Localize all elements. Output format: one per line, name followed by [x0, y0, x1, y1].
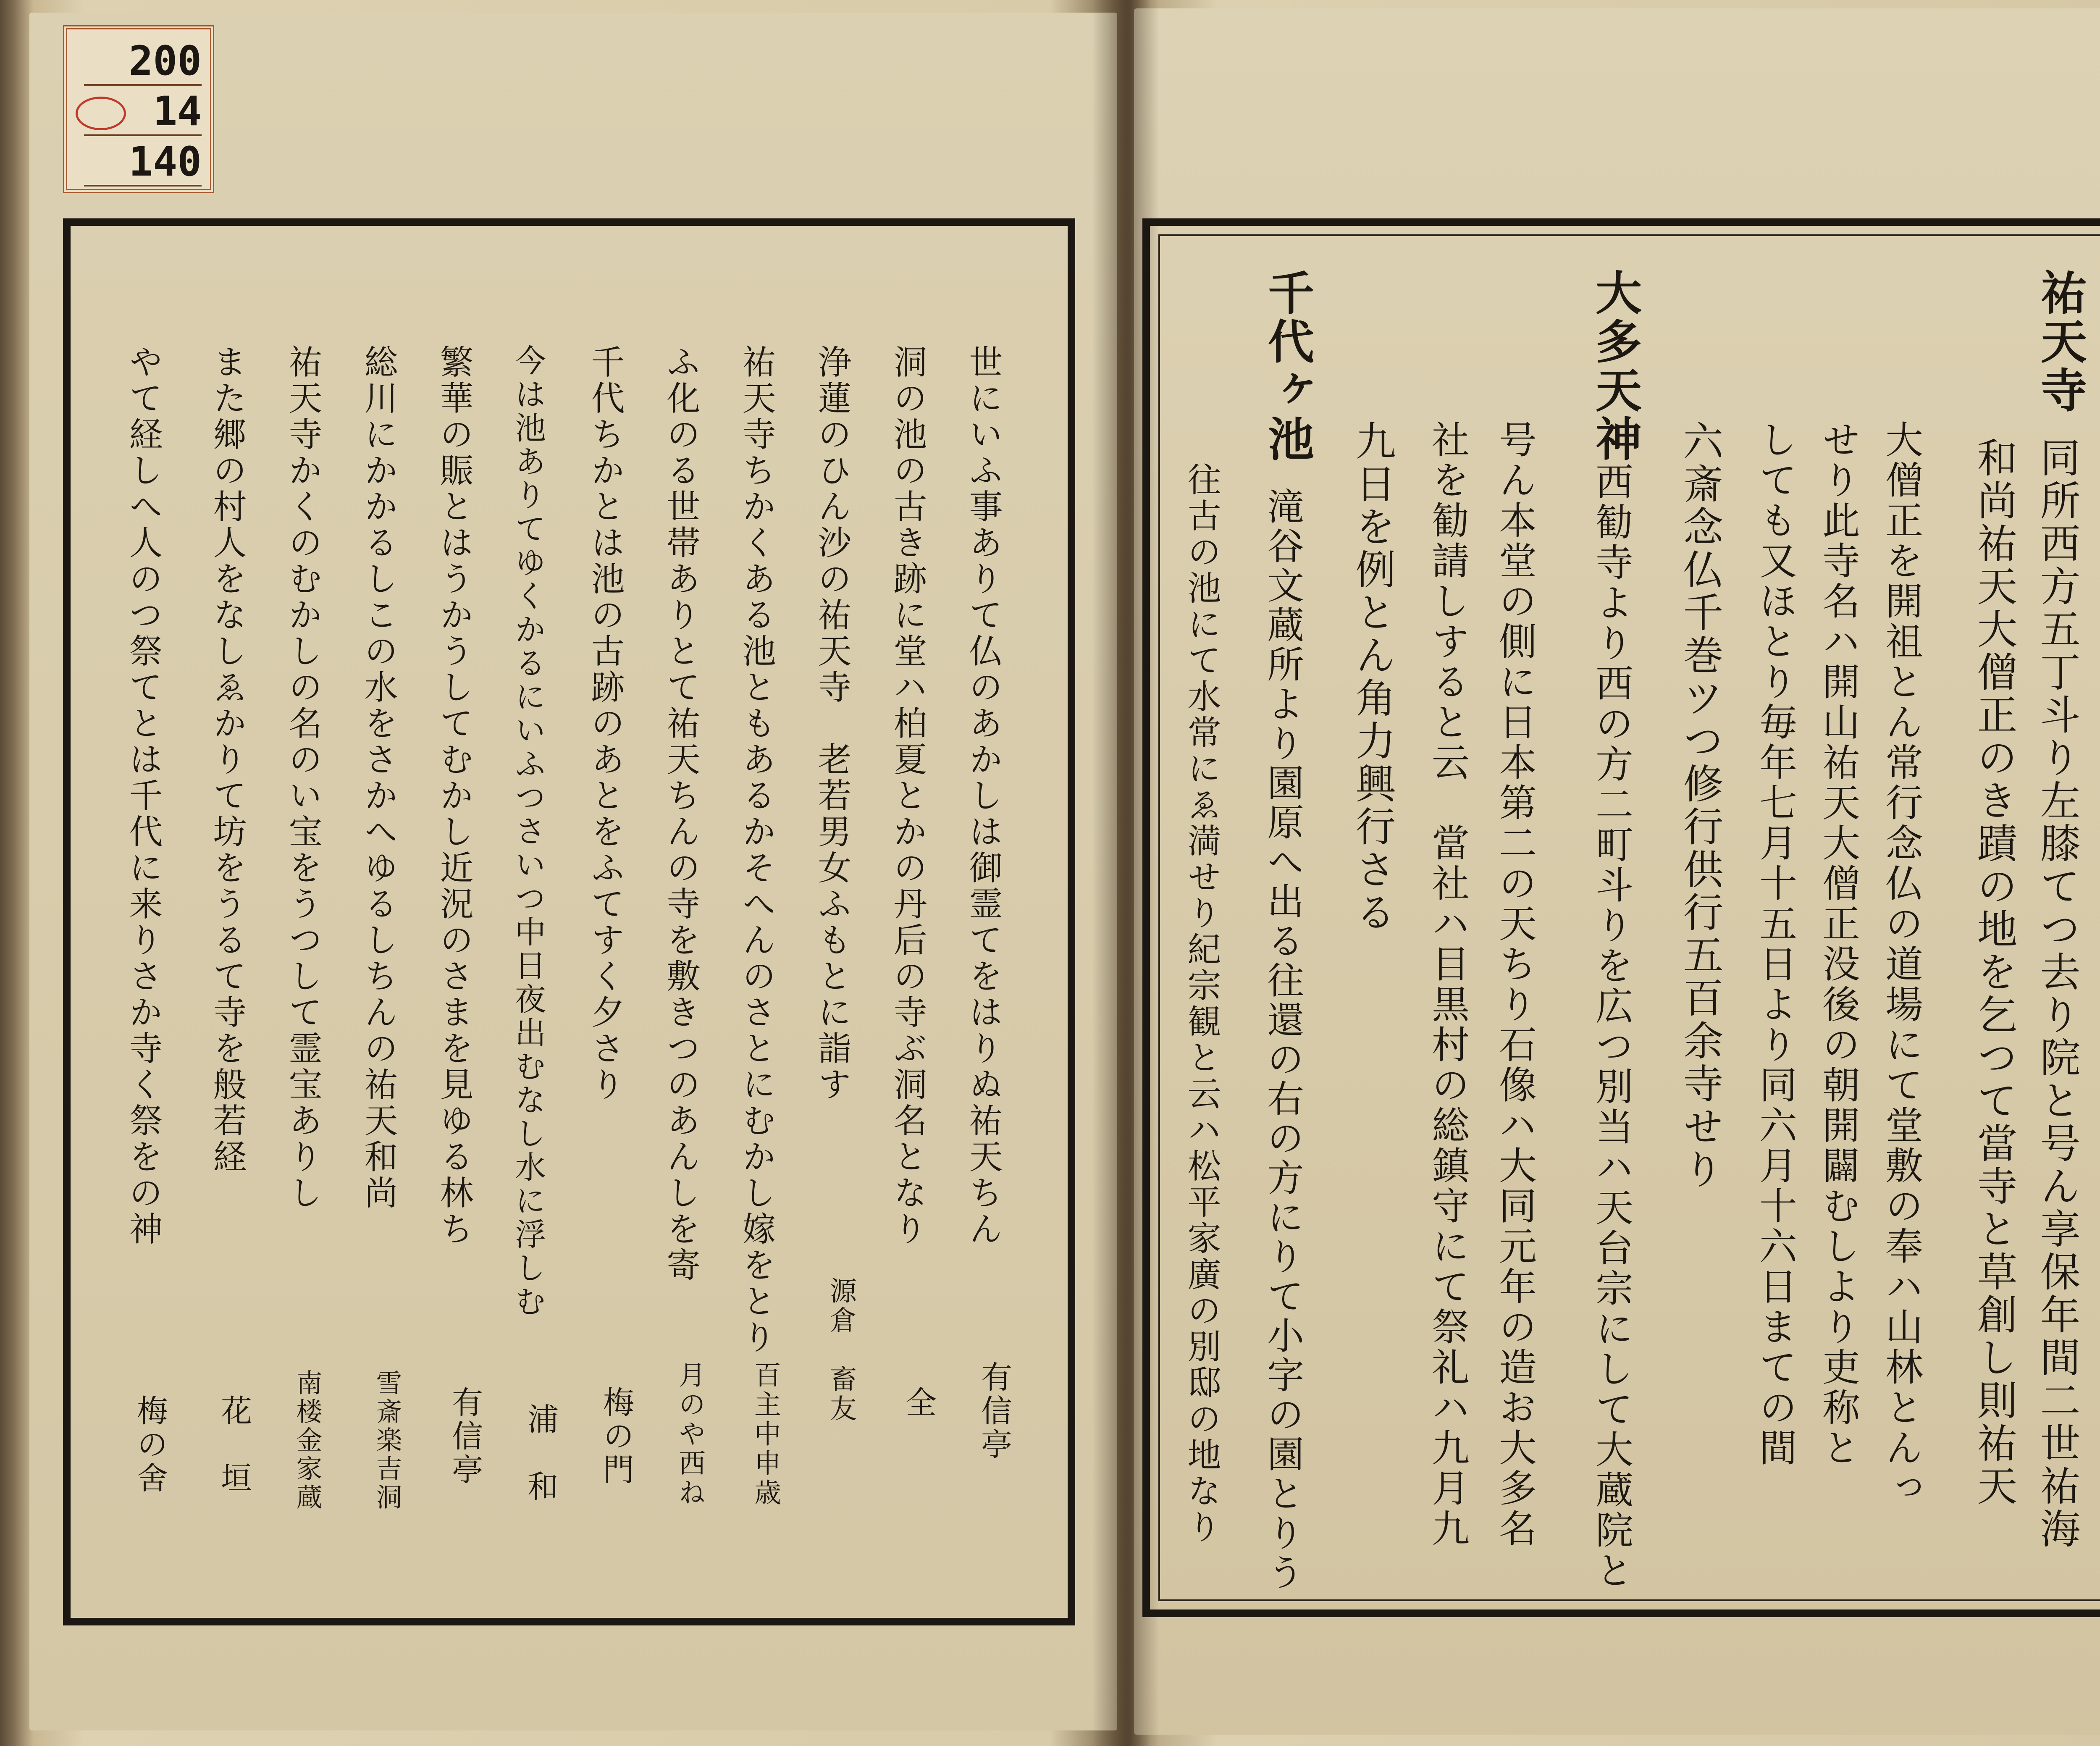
- signature-10: 南楼金家蔵: [292, 1369, 323, 1512]
- label-number-2: 14: [84, 88, 202, 136]
- signature-9: 雪斎楽吉洞: [372, 1369, 402, 1512]
- signature-3: 源倉 畜友: [825, 1277, 856, 1424]
- right-column-14: 往古の池にて水常にゑ満せり紀宗観と云ハ松平家廣の別邸の地なり: [1182, 462, 1221, 1546]
- signature-4: 百主中申歳: [750, 1361, 781, 1508]
- signature-7: 浦 和: [522, 1403, 559, 1504]
- left-column-5: ふ化のる世帯ありとて祐天ちんの寺を敷きつのあんしを寄: [661, 344, 700, 1284]
- right-column-10: 社を勧請しすると云 當社ハ目黒村の総鎮守にて祭礼ハ九月九: [1425, 420, 1469, 1549]
- signature-1: 有信亭: [976, 1361, 1012, 1462]
- left-column-6: 千代ちかとは池の古跡のあとをふてすく夕さり: [585, 344, 625, 1103]
- right-column-9: 号ん本堂の側に日本第二の天ちり石像ハ大同元年の造お大多名: [1492, 420, 1536, 1549]
- heading-chiyogaike: 千代ヶ池: [1260, 269, 1315, 464]
- left-column-7: 今は池ありてゆくかるにいふつさいつ中日夜出むなし水に浮しむ: [510, 344, 546, 1319]
- right-column-5: しても又ほとり毎年七月十五日より同六月十六日まての間: [1753, 420, 1797, 1468]
- heading-daita-tenjin: 大多天神: [1588, 269, 1642, 464]
- right-column-4: せり此寺名ハ開山祐天大僧正没後の朝開闢むしより吏称と: [1816, 420, 1860, 1468]
- right-column-6: 六斎念仏千巻ツつ修行供行五百余寺せり: [1677, 420, 1724, 1191]
- left-column-8: 繁華の賑とはうかうしてむかし近況のさまを見ゆる林ち: [434, 344, 473, 1247]
- right-column-8: 西勧寺より西の方二町斗りを広つ別当ハ天台宗にして大蔵院と: [1589, 462, 1633, 1591]
- right-column-1: 同所西方五丁斗り左膝てつ去り院と号ん享保年間二世祐海: [2034, 437, 2081, 1551]
- label-number-1: 200: [84, 38, 202, 86]
- red-seal-stamp: [76, 97, 126, 130]
- left-column-10: 祐天寺かくのむかしの名のい宝をうつして霊宝ありし: [283, 344, 322, 1211]
- left-column-1: 世にいふ事ありて仏のあかしは御霊てをはりぬ祐天ちん: [963, 344, 1003, 1247]
- right-column-13: 滝谷文蔵所より園原へ出る往還の右の方にりて小字の園とりう: [1261, 487, 1305, 1593]
- signature-2: 全: [900, 1386, 937, 1420]
- library-label: [63, 25, 214, 193]
- left-column-4: 祐天寺ちかくある池ともあるかそへんのさとにむかし嫁をとり: [737, 344, 776, 1356]
- heading-yutenji: 祐天寺: [2033, 269, 2087, 415]
- left-column-9: 総川にかかるしこの水をさかへゆるしちんの祐天和尚: [359, 344, 398, 1211]
- left-column-3: 浄蓮のひん沙の祐天寺 老若男女ふもとに詣す: [812, 344, 851, 1103]
- signature-12: 梅の舍: [132, 1394, 168, 1495]
- signature-11: 花 垣: [216, 1394, 252, 1495]
- right-column-2: 和尚祐天大僧正のき蹟の地を乞つて當寺と草創し則祐天: [1971, 437, 2018, 1508]
- signature-5: 月のや西ね: [674, 1361, 705, 1508]
- right-column-3: 大僧正を開祖とん常行念仏の道場にて堂敷の奉ハ山林とんっ: [1879, 420, 1923, 1509]
- left-column-11: また郷の村人をなしゑかりて坊をうるて寺を般若経: [207, 344, 247, 1175]
- left-column-2: 洞の池の古き跡に堂ハ柏夏とかの丹后の寺ぶ洞名となり: [888, 344, 927, 1247]
- signature-6: 梅の門: [598, 1386, 634, 1487]
- label-number-3: 140: [84, 139, 202, 186]
- left-column-12: やて経しへ人のつ祭てとは千代に来りさか寺く祭をの神: [123, 344, 163, 1247]
- right-column-11: 九日を例とん角力興行さる: [1349, 420, 1396, 934]
- signature-8: 有信亭: [447, 1386, 483, 1487]
